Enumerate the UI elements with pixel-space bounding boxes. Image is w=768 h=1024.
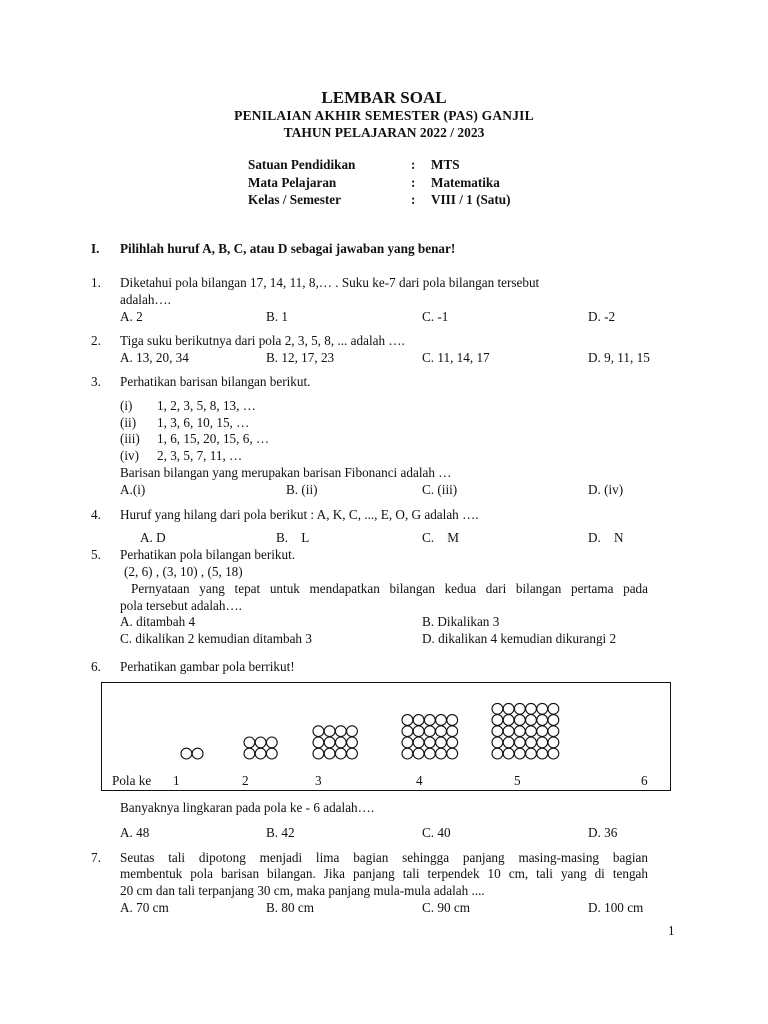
- option-a: A.(i): [120, 482, 146, 497]
- option-a: A. 70 cm: [120, 900, 169, 915]
- pattern-circle: [436, 737, 447, 748]
- pattern-circle: [548, 737, 559, 748]
- exam-title: PENILAIAN AKHIR SEMESTER (PAS) GANJIL: [234, 108, 534, 123]
- pattern-circle: [548, 715, 559, 726]
- pattern-circle: [537, 715, 548, 726]
- option-d: D. -2: [588, 309, 616, 324]
- question-number: 7.: [91, 850, 101, 865]
- pattern-circle: [347, 748, 358, 759]
- pattern-circle: [537, 703, 548, 714]
- pattern-circle: [192, 748, 203, 759]
- pattern-circle: [324, 748, 335, 759]
- sequence-label: (iv): [120, 448, 140, 463]
- pattern-circle: [181, 748, 192, 759]
- pattern-circle: [436, 748, 447, 759]
- pattern-circle: [514, 748, 525, 759]
- question-text: Seutas tali dipotong menjadi lima bagian sehingga panjang masing-masing bagian: [120, 850, 648, 865]
- circle-pattern-drawing: [102, 683, 670, 790]
- question-text: Barisan bilangan yang merupakan barisan Fibonanci adalah …: [120, 465, 452, 480]
- question-text: membentuk pola barisan bilangan. Jika panjang tali terpendek 10 cm, tali yang di tengah: [120, 866, 648, 881]
- option-c: C. M: [422, 530, 460, 545]
- option-d: D. 100 cm: [588, 900, 644, 915]
- question-text: Diketahui pola bilangan 17, 14, 11, 8,… . Suku ke-7 dari pola bilangan tersebut: [120, 275, 540, 290]
- pattern-circle: [424, 726, 435, 737]
- option-a: A. 48: [120, 825, 150, 840]
- pattern-figure: [101, 682, 671, 791]
- info-separator: :: [411, 157, 416, 172]
- option-d: D. dikalikan 4 kemudian dikurangi 2: [422, 631, 617, 646]
- sequence-value: 1, 6, 15, 20, 15, 6, …: [157, 431, 270, 446]
- option-c: C. 11, 14, 17: [422, 350, 490, 365]
- pattern-circle: [402, 726, 413, 737]
- pattern-circle: [266, 737, 277, 748]
- option-c: C. dikalikan 2 kemudian ditambah 3: [120, 631, 312, 646]
- option-c: C. 90 cm: [422, 900, 470, 915]
- pattern-circle: [436, 715, 447, 726]
- option-a: A. 13, 20, 34: [120, 350, 189, 365]
- option-b: B. (ii): [286, 482, 318, 497]
- pattern-circle: [526, 748, 537, 759]
- question-number: 5.: [91, 547, 101, 562]
- question-text: Pernyataan yang tepat untuk mendapatkan bilangan kedua dari bilangan pertama pada: [131, 581, 648, 596]
- option-a: A. 2: [120, 309, 143, 324]
- question-text: pola tersebut adalah….: [120, 598, 242, 613]
- option-b: B. 80 cm: [266, 900, 314, 915]
- option-b: B. L: [276, 530, 310, 545]
- pattern-circle: [526, 703, 537, 714]
- sequence-label: (i): [120, 398, 133, 413]
- pattern-circle: [548, 703, 559, 714]
- pattern-circle: [324, 726, 335, 737]
- pattern-circle: [447, 748, 458, 759]
- option-b: B. 42: [266, 825, 295, 840]
- option-a: A. D: [140, 530, 166, 545]
- option-d: D. N: [588, 530, 624, 545]
- sequence-value: 2, 3, 5, 7, 11, …: [157, 448, 243, 463]
- pattern-label: Pola ke: [112, 773, 152, 788]
- academic-year: TAHUN PELAJARAN 2022 / 2023: [283, 125, 485, 140]
- pattern-circle: [424, 715, 435, 726]
- pattern-circle: [503, 726, 514, 737]
- pattern-circle: [313, 737, 324, 748]
- option-d: D. (iv): [588, 482, 624, 497]
- pattern-circle: [514, 737, 525, 748]
- pattern-circle: [255, 737, 266, 748]
- option-d: D. 36: [588, 825, 618, 840]
- pattern-circle: [335, 726, 346, 737]
- pattern-circle: [413, 715, 424, 726]
- sequence-label: (ii): [120, 415, 137, 430]
- pattern-circle: [413, 748, 424, 759]
- pattern-circle: [424, 748, 435, 759]
- info-label: Mata Pelajaran: [248, 175, 337, 190]
- pattern-number: 3: [315, 773, 322, 788]
- pattern-circle: [503, 703, 514, 714]
- question-text: Perhatikan gambar pola berrikut!: [120, 659, 295, 674]
- sequence-value: 1, 2, 3, 5, 8, 13, …: [157, 398, 256, 413]
- pattern-circle: [447, 715, 458, 726]
- page-number: 1: [668, 923, 675, 938]
- pattern-circle: [447, 726, 458, 737]
- pattern-number: 5: [514, 773, 521, 788]
- question-number: 6.: [91, 659, 101, 674]
- section-number: I.: [91, 241, 100, 256]
- question-text: Perhatikan pola bilangan berikut.: [120, 547, 296, 562]
- info-separator: :: [411, 175, 416, 190]
- pattern-circle: [402, 715, 413, 726]
- option-c: C. -1: [422, 309, 449, 324]
- pattern-circle: [402, 737, 413, 748]
- pattern-circle: [537, 737, 548, 748]
- question-number: 1.: [91, 275, 101, 290]
- pattern-circle: [313, 748, 324, 759]
- pattern-circle: [313, 726, 324, 737]
- pattern-circle: [514, 726, 525, 737]
- pattern-circle: [492, 703, 503, 714]
- info-label: Satuan Pendidikan: [248, 157, 356, 172]
- document-title: LEMBAR SOAL: [321, 88, 447, 107]
- pattern-circle: [255, 748, 266, 759]
- pattern-circle: [548, 726, 559, 737]
- pattern-circle: [514, 703, 525, 714]
- pattern-circle: [324, 737, 335, 748]
- option-c: C. 40: [422, 825, 451, 840]
- pattern-circle: [537, 726, 548, 737]
- pattern-circle: [537, 748, 548, 759]
- option-b: B. 12, 17, 23: [266, 350, 335, 365]
- pattern-circle: [413, 737, 424, 748]
- option-d: D. 9, 11, 15: [588, 350, 650, 365]
- pattern-circle: [503, 748, 514, 759]
- pattern-circle: [402, 748, 413, 759]
- pattern-circle: [492, 737, 503, 748]
- question-text: adalah….: [120, 292, 171, 307]
- pattern-number: 2: [242, 773, 249, 788]
- pattern-circle: [424, 737, 435, 748]
- pattern-circle: [503, 737, 514, 748]
- pattern-circle: [266, 748, 277, 759]
- pattern-circle: [548, 748, 559, 759]
- sequence-label: (iii): [120, 431, 140, 446]
- pattern-circle: [526, 715, 537, 726]
- question-text: Perhatikan barisan bilangan berikut.: [120, 374, 311, 389]
- pattern-circle: [492, 748, 503, 759]
- info-value: Matematika: [431, 175, 500, 190]
- question-number: 3.: [91, 374, 101, 389]
- number-pairs: (2, 6) , (3, 10) , (5, 18): [124, 564, 243, 579]
- pattern-circle: [526, 737, 537, 748]
- question-text: Huruf yang hilang dari pola berikut : A, K, C, ..., E, O, G adalah ….: [120, 507, 479, 522]
- pattern-circle: [347, 726, 358, 737]
- option-b: B. 1: [266, 309, 288, 324]
- section-instruction: Pilihlah huruf A, B, C, atau D sebagai jawaban yang benar!: [120, 241, 456, 256]
- pattern-circle: [347, 737, 358, 748]
- info-value: MTS: [431, 157, 460, 172]
- option-b: B. Dikalikan 3: [422, 614, 500, 629]
- question-text: Banyaknya lingkaran pada pola ke - 6 adalah….: [120, 800, 375, 815]
- pattern-circle: [526, 726, 537, 737]
- pattern-circle: [492, 726, 503, 737]
- option-a: A. ditambah 4: [120, 614, 196, 629]
- sequence-value: 1, 3, 6, 10, 15, …: [157, 415, 250, 430]
- info-value: VIII / 1 (Satu): [431, 192, 511, 207]
- pattern-circle: [503, 715, 514, 726]
- pattern-circle: [244, 737, 255, 748]
- info-label: Kelas / Semester: [248, 192, 342, 207]
- pattern-circle: [514, 715, 525, 726]
- pattern-circle: [335, 737, 346, 748]
- pattern-circle: [492, 715, 503, 726]
- pattern-circle: [244, 748, 255, 759]
- pattern-circle: [413, 726, 424, 737]
- pattern-number: 6: [641, 773, 648, 788]
- pattern-number: 1: [173, 773, 180, 788]
- question-text: Tiga suku berikutnya dari pola 2, 3, 5, 8, ... adalah ….: [120, 333, 405, 348]
- question-text: 20 cm dan tali terpanjang 30 cm, maka panjang mula-mula adalah ....: [120, 883, 485, 898]
- pattern-circle: [335, 748, 346, 759]
- question-number: 2.: [91, 333, 101, 348]
- option-c: C. (iii): [422, 482, 458, 497]
- pattern-number: 4: [416, 773, 423, 788]
- info-separator: :: [411, 192, 416, 207]
- question-number: 4.: [91, 507, 101, 522]
- pattern-circle: [447, 737, 458, 748]
- pattern-circle: [436, 726, 447, 737]
